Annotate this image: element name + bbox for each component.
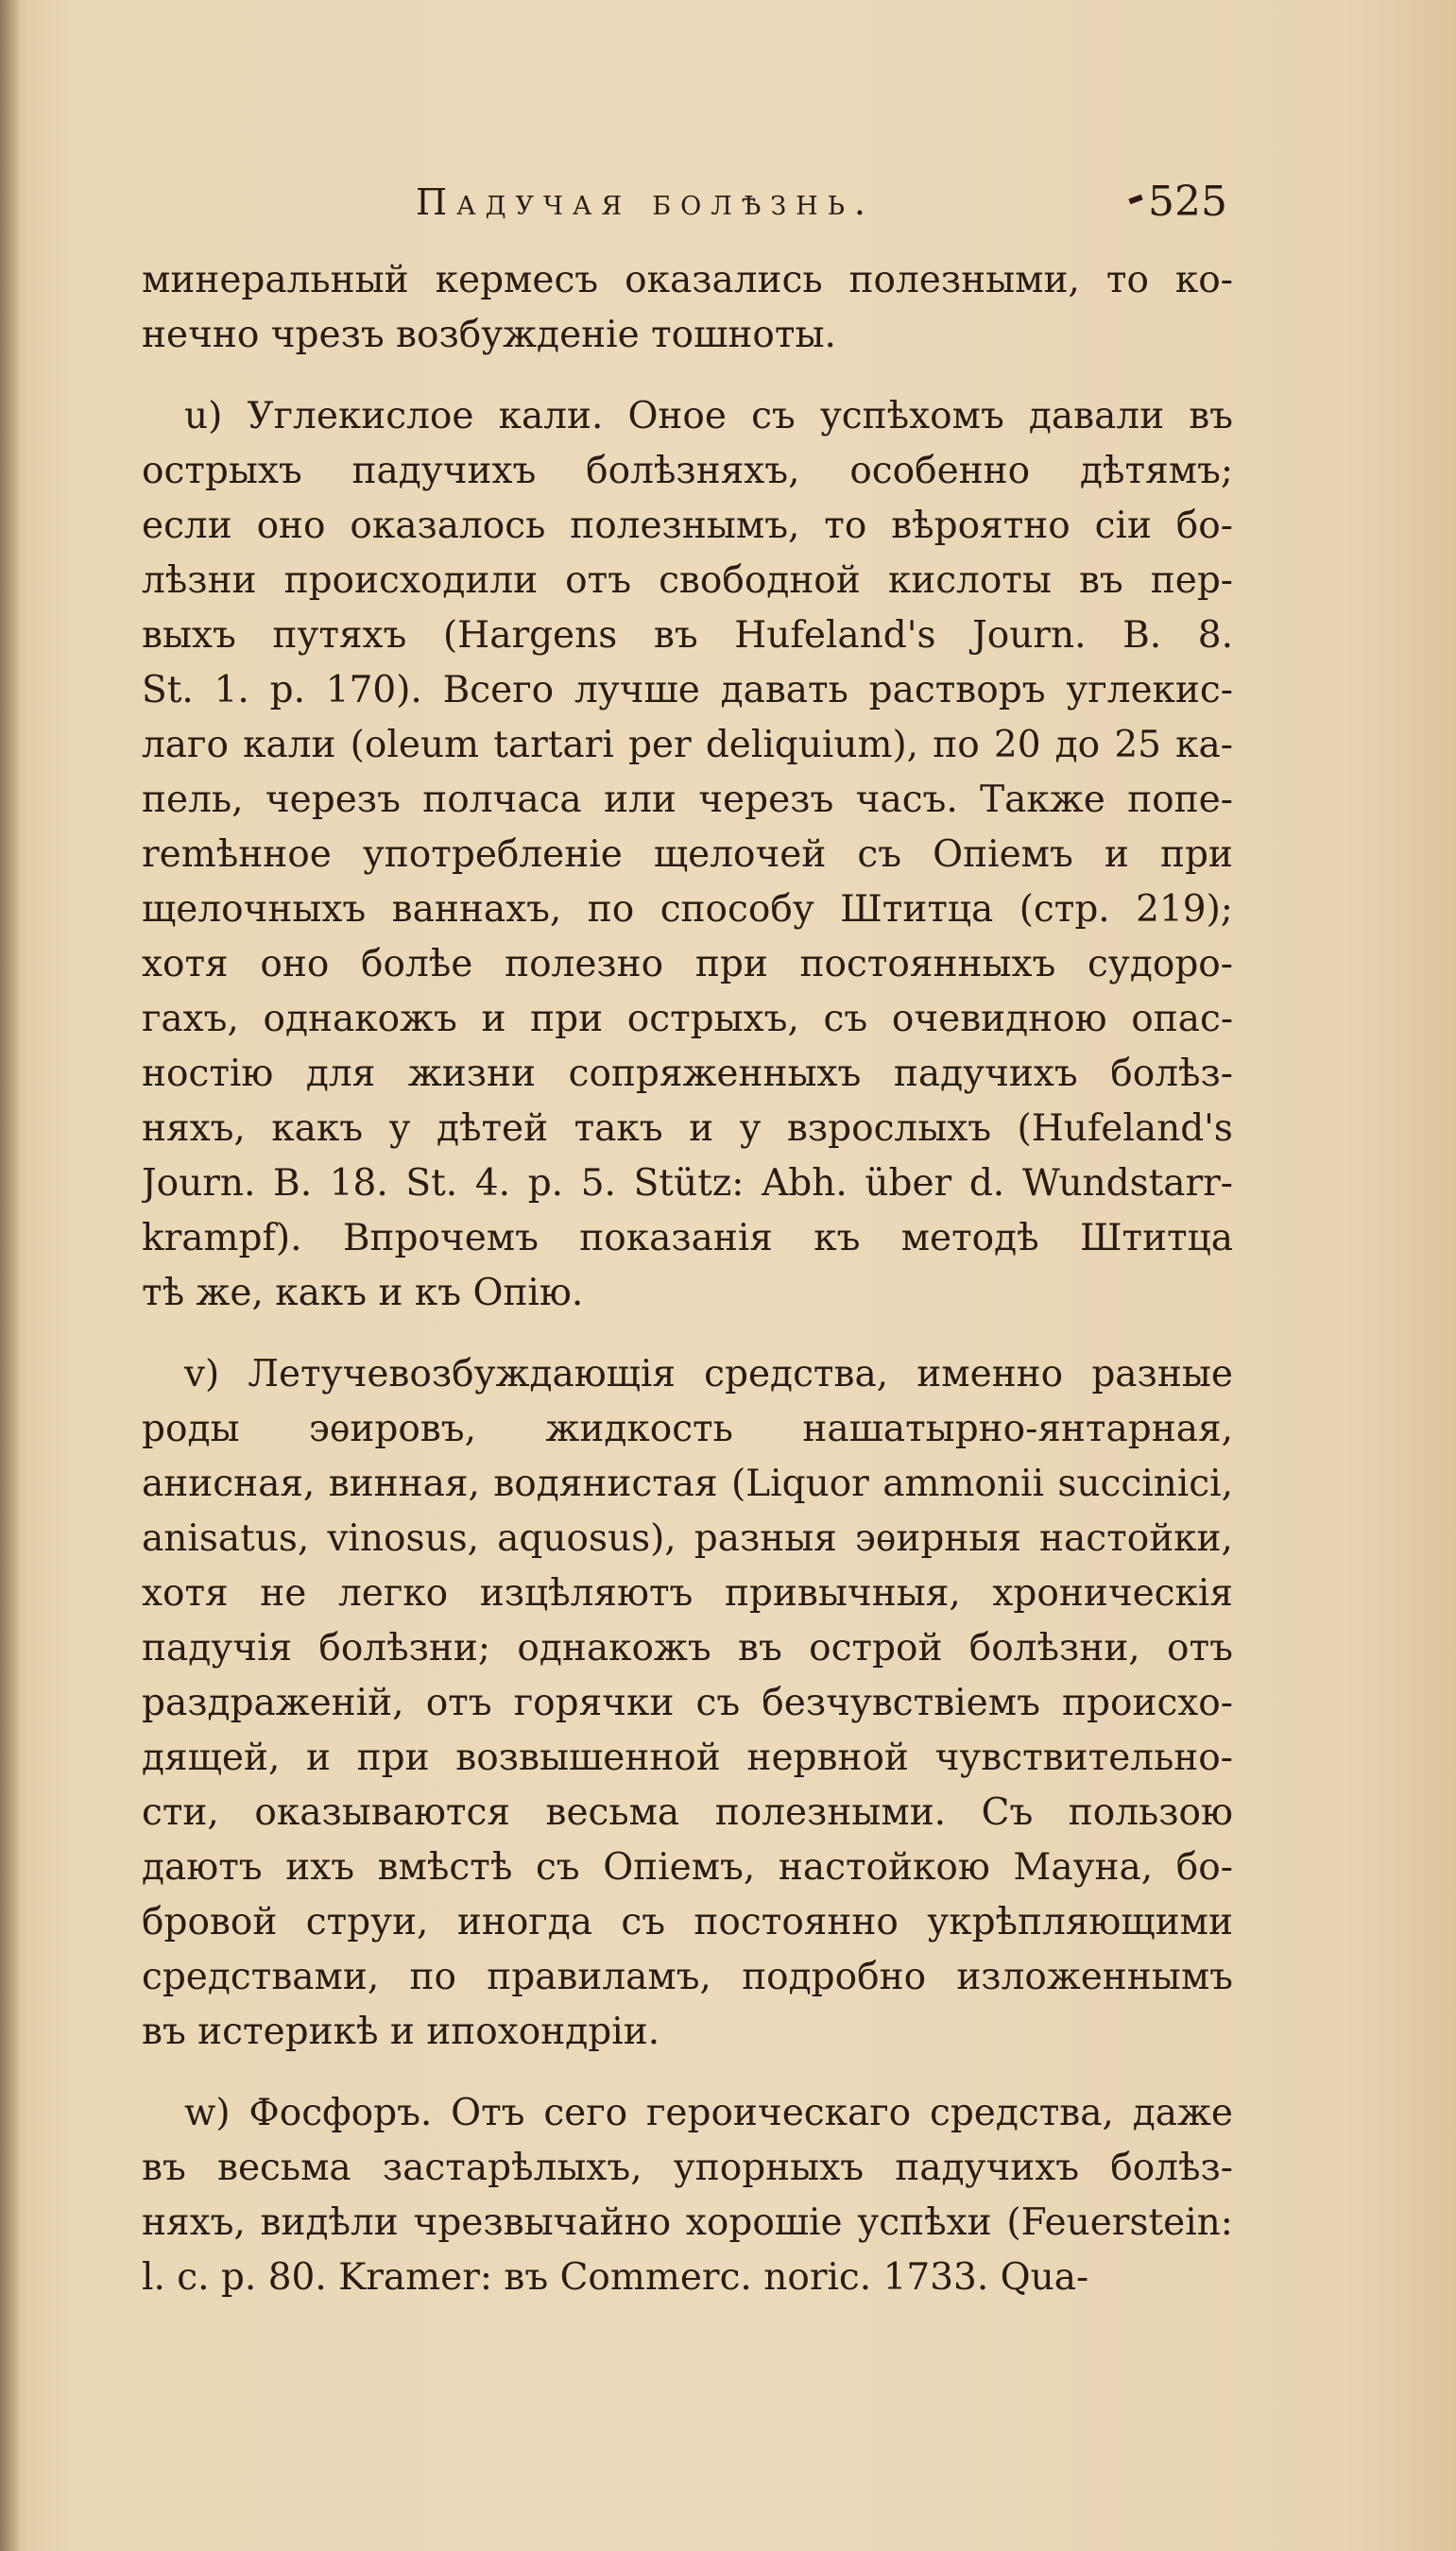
text-line: бровой струи, иногда съ постоянно укрѣпляющими — [142, 1901, 1233, 1943]
text-line: St. 1. p. 170). Всего лучше давать растворъ углекис- — [142, 669, 1233, 711]
paragraph-gap — [142, 1321, 1233, 1347]
text-line: ностію для жизни сопряженныхъ падучихъ болѣз- — [142, 1053, 1233, 1095]
text-line: лаго кали (oleum tartari per deliquium), по 20 до 25 ка- — [142, 724, 1233, 766]
text-line: нечно чрезъ возбужденіе тошноты. — [142, 314, 836, 356]
text-line: щелочныхъ ваннахъ, по способу Штитца (стр. 219); — [142, 888, 1233, 931]
text-line: если оно оказалось полезнымъ, то вѣроятно сіи бо- — [142, 505, 1233, 547]
paragraph — [142, 2086, 1233, 2305]
text-line: няхъ, видѣли чрезвычайно хорошіе успѣхи (Feuerstein: — [142, 2201, 1233, 2244]
text-line: анисная, винная, водянистая (Liquor ammonii succinici, — [142, 1463, 1233, 1505]
paragraph-gap — [142, 2060, 1233, 2086]
text-line: anisatus, vinosus, aquosus), разныя эѳирныя настойки, — [142, 1517, 1233, 1560]
text-line: хотя оно болѣе полезно при постоянныхъ судоро- — [142, 943, 1233, 985]
text-line: krampf). Впрочемъ показанія къ методѣ Штитца — [142, 1217, 1233, 1259]
body-text — [142, 253, 1233, 2305]
page-number: 525 — [1148, 178, 1227, 226]
page-header — [0, 178, 1456, 238]
paragraph — [142, 389, 1233, 1321]
text-line: раздраженій, отъ горячки съ безчувствіемъ происхо- — [142, 1682, 1233, 1724]
paragraph — [142, 253, 1233, 363]
binding-shadow — [0, 0, 21, 2551]
ink-mark — [1128, 195, 1142, 204]
text-line: дящей, и при возвышенной нервной чувствительно- — [142, 1737, 1233, 1779]
text-line: remѣнное употребленіе щелочей съ Опіемъ и при — [142, 833, 1233, 876]
text-line: выхъ путяхъ (Hargens въ Hufeland's Journ. B. 8. — [142, 614, 1233, 657]
text-line: въ истерикѣ и ипохондріи. — [142, 2011, 660, 2053]
text-line: пель, черезъ полчаса или черезъ часъ. Также попе- — [142, 779, 1233, 821]
text-line: тѣ же, какъ и къ Опію. — [142, 1272, 584, 1314]
text-line: сти, оказываются весьма полезными. Съ пользою — [142, 1791, 1233, 1834]
text-line: l. c. p. 80. Kramer: въ Commerc. noric. 1733. Qua- — [142, 2256, 1089, 2299]
paragraph-gap — [142, 363, 1233, 389]
text-line: гахъ, однакожъ и при острыхъ, съ очевидною опас- — [142, 998, 1233, 1040]
text-line: острыхъ падучихъ болѣзняхъ, особенно дѣтямъ; — [142, 450, 1233, 492]
text-line: няхъ, какъ у дѣтей такъ и у взрослыхъ (Hufeland's — [142, 1107, 1233, 1150]
text-line: средствами, по правиламъ, подробно изложеннымъ — [142, 1956, 1233, 1998]
text-line: v) Летучевозбуждающія средства, именно разные — [184, 1353, 1233, 1395]
running-title: Падучая болѣзнь. — [416, 181, 875, 223]
text-line: w) Фосфоръ. Отъ сего героическаго средства, даже — [184, 2092, 1233, 2134]
text-line: въ весьма застарѣлыхъ, упорныхъ падучихъ болѣз- — [142, 2147, 1233, 2189]
text-line: падучія болѣзни; однакожъ въ острой болѣзни, отъ — [142, 1627, 1233, 1669]
text-line: u) Углекислое кали. Оное съ успѣхомъ давали въ — [184, 395, 1233, 437]
text-line: Journ. B. 18. St. 4. p. 5. Stütz: Abh. über d. Wundstarr- — [142, 1162, 1233, 1205]
text-line: минеральный кермесъ оказались полезными, то ко- — [142, 259, 1233, 301]
paragraph — [142, 1347, 1233, 2060]
text-line: лѣзни происходили отъ свободной кислоты въ пер- — [142, 559, 1233, 602]
text-line: хотя не легко изцѣляютъ привычныя, хроническія — [142, 1572, 1233, 1615]
text-line: даютъ ихъ вмѣстѣ съ Опіемъ, настойкою Мауна, бо- — [142, 1846, 1233, 1889]
text-line: роды эѳировъ, жидкость нашатырно-янтарная, — [142, 1408, 1233, 1450]
